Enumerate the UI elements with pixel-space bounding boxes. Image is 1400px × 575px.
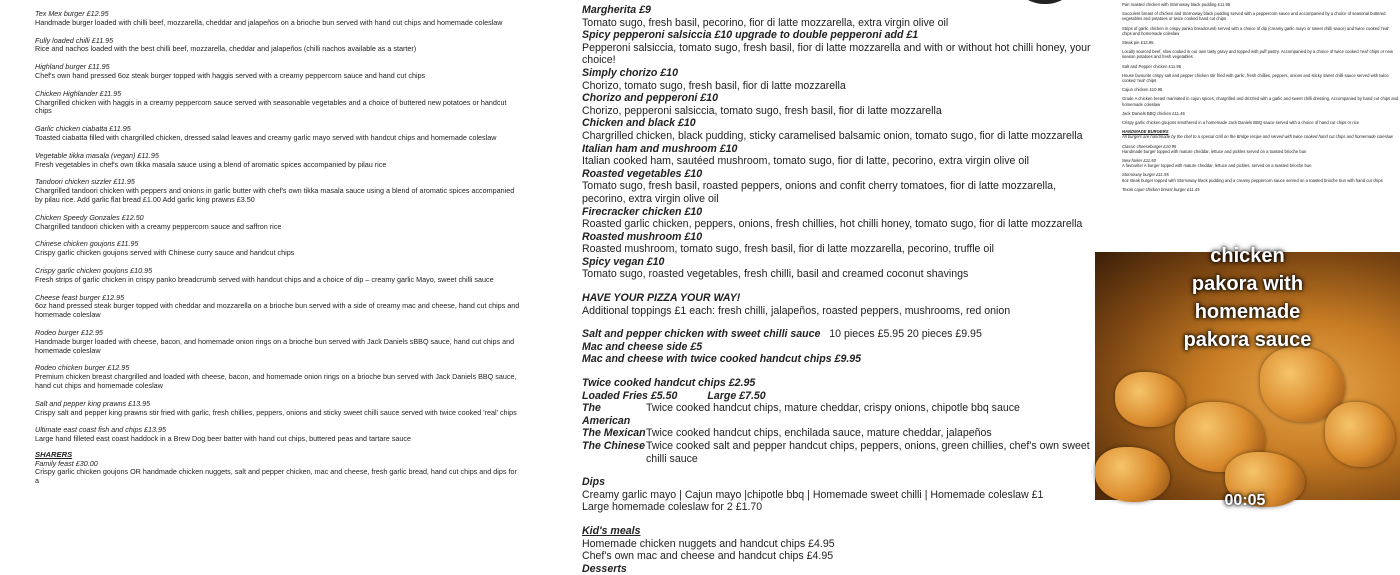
pizza-name: Chicken and black £10 (582, 117, 696, 130)
photo-caption-2: pakora with (1191, 273, 1304, 295)
menu-item (35, 240, 520, 258)
menu-item-desc: Jack Daniels BBQ chicken £11.45 (1122, 110, 1185, 116)
your-way-text: Additional toppings £1 each: fresh chilli, jalapeños, roasted peppers, mushrooms, red onion (582, 304, 1011, 317)
specials-list (1122, 2, 1400, 125)
menu-item (1122, 2, 1400, 7)
menu-item (1122, 111, 1400, 116)
pakora-photo (1095, 245, 1400, 509)
menu-item-desc: Chargrilled tandoori chicken with a creamy peppercorn sauce and saffron rice (35, 221, 282, 231)
mac-chips: Mac and cheese with twice cooked handcut chips £9.95 (582, 353, 862, 366)
menu-item-desc: Locally sourced beef, slow cooked in our own tasty gravy and topped with puff pastry. Accompanied by a choice of twice cooked 'real' chips or new season potatoes and fresh vegetables (1122, 49, 1393, 60)
menu-item-name: Classic cheeseburger £10.95 (1122, 143, 1177, 149)
loaded-fries-desc: Twice cooked handcut chips, mature cheddar, crispy onions, chipotle bbq sauce (646, 402, 1020, 415)
menu-item-desc: Steak pie £13.95 (1122, 40, 1154, 46)
menu-item-name: Rodeo chicken burger £12.95 (35, 363, 130, 373)
menu-item (35, 364, 520, 390)
menu-item-name: Highland burger £11.95 (35, 62, 110, 72)
menu-item (35, 400, 520, 418)
loaded-fries-desc: Twice cooked salt and pepper handcut chips, peppers, onions, green chillies, chef's own sweet chilli sauce (646, 440, 1090, 465)
mac-side: Mac and cheese side £5 (582, 340, 703, 353)
menu-item (35, 267, 520, 285)
pizza-desc: Chorizo, tomato sugo, fresh basil, fior di latte mozzarella (582, 79, 846, 92)
menu-item (1122, 40, 1400, 45)
menu-item-desc: A favourite! A burger topped with mature cheddar, lettuce and pickles, served on a toasted brioche bun (1122, 163, 1312, 169)
desserts-heading: Desserts (582, 562, 627, 575)
burgers-section (1122, 129, 1400, 139)
pakora-piece (1325, 402, 1395, 467)
menu-item-desc: Strips of garlic chicken in crispy panko breadcrumb served with a choice of dip (creamy garlic mayo or sweet chilli sauce) and twice cooked 'real' chips and homemade coleslaw (1122, 25, 1390, 36)
pizza-desc: Tomato sugo, roasted vegetables, fresh chilli, basil and creamed coconut shavings (582, 268, 969, 281)
kids-line-1: Homemade chicken nuggets and handcut chips £4.95 (582, 537, 835, 550)
loaded-fries-name: The Chinese (582, 440, 645, 452)
loaded-fries-large: Large £7.50 (707, 389, 766, 402)
menu-item-desc: Salt and Pepper chicken £11.95 (1122, 63, 1182, 69)
pizza-name: Roasted mushroom £10 (582, 230, 703, 243)
pizza-desc: Italian cooked ham, sautéed mushroom, tomato sugo, fior di latte, pecorino, extra virgin olive oil (582, 155, 1029, 168)
menu-item-desc: Large hand filleted east coast haddock in a Brew Dog beer batter with hand cut chips, buttered peas and tartare sauce (35, 434, 411, 444)
loaded-fries: Loaded Fries £5.50 (582, 389, 678, 402)
pizza-name: Chorizo and pepperoni £10 (582, 92, 718, 105)
pizza-desc: Chargrilled chicken, black pudding, sticky caramelised balsamic onion, tomato sugo, fior di latte mozzarella (582, 129, 1083, 142)
pizza-name: Margherita £9 (582, 4, 651, 16)
menu-item-desc: Rice and nachos loaded with the best chilli beef, mozzarella, cheddar and jalapeños (chilli nachos available as a starter) (35, 44, 417, 54)
menu-item-desc: Toasted ciabatta filled with chargrilled chicken, dressed salad leaves and creamy garlic mayo served with handcut chips and homemade coleslaw (35, 132, 497, 142)
menu-item-desc: Fresh strips of garlic chicken in crispy panko breadcrumb served with handcut chips and a choice of dip – creamy garlic Mayo, sweet chilli sauce (35, 274, 494, 284)
menu-item-name: Ultimate east coast fish and chips £13.95 (35, 425, 167, 435)
menu-item-desc: Premium chicken breast chargrilled and loaded with cheese, bacon, and homemade onion rings on a brioche bun served with Jack Daniels BBQ sauce, hand cut chips and homemade coleslaw (35, 372, 517, 390)
sides-section (582, 328, 1095, 366)
photo-caption-1: chicken (1210, 245, 1285, 267)
loaded-fries-name: The Mexican (582, 427, 646, 440)
burgers-heading: HANDMADE BURGERS (1122, 129, 1169, 135)
dips-section (582, 476, 1095, 514)
menu-item-name: Salt and pepper king prawns £13.95 (35, 398, 151, 408)
menu-item-name: Chinese chicken goujons £11.95 (35, 239, 139, 249)
pizza-desc: Pepperoni salsiccia, tomato sugo, fresh basil, fior di latte mozzarella and with or without hot chilli honey, your choice! (582, 41, 1091, 67)
menu-item-desc: Cajun chicken £10.95 (1122, 87, 1163, 93)
menu-item (35, 10, 520, 28)
menu-item-desc: Chargrilled chicken with haggis in a creamy peppercorn sauce served with seasonable vegetables and a choice of buttered new potatoes or handcut chips (35, 97, 507, 116)
pakora-piece (1095, 447, 1170, 502)
salt-pepper-line (582, 328, 1095, 341)
specials-column (1095, 0, 1400, 252)
menu-item-name: Crispy garlic chicken goujons £10.95 (35, 265, 153, 275)
photo-caption-4: pakora sauce (1183, 329, 1312, 351)
menu-item-desc: Handmade burger loaded with cheese, bacon, and homemade onion rings on a brioche bun served with Jack Daniels sBBQ sauce, hand cut chips and homemade coleslaw (35, 336, 515, 355)
burgers-intro: All burgers are handmade by the chef to a special Grill on the Bridge recipe and served with twice cooked hand cut chips and homemade coleslaw (1122, 134, 1393, 140)
menu-item (35, 90, 520, 116)
your-way-heading: HAVE YOUR PIZZA YOUR WAY! (582, 292, 741, 305)
menu-item-name: Garlic chicken ciabatta £11.95 (35, 124, 131, 134)
chips-heading: Twice cooked handcut chips £2.95 (582, 377, 756, 390)
menu-item-desc: 6oz steak burger topped with Stornoway black pudding and a creamy peppercorn sauce served on a toasted brioche bun with hand cut chips (1122, 177, 1383, 183)
pizza-desc: Tomato sugo, fresh basil, pecorino, fior di latte mozzarella, extra virgin olive oil (582, 16, 949, 29)
menu-item (35, 152, 520, 170)
menu-item-desc: Crispy salt and pepper king prawns stir fried with garlic, fresh chillies, peppers, onions and sticky sweet chilli sauce served with twice cooked 'real' chips (35, 407, 517, 417)
menu-item-name: Tandoori chicken sizzler £11.95 (35, 177, 135, 187)
menu-item-name: Vegetable tikka masala (vegan) £11.95 (35, 150, 159, 160)
pakora-piece (1115, 372, 1185, 427)
menu-item-name: Cheese feast burger £12.95 (35, 292, 125, 302)
menu-item (1122, 96, 1400, 106)
loaded-fries-row (582, 427, 1095, 440)
menu-item (35, 214, 520, 232)
salt-pepper-price: 10 pieces £5.95 20 pieces £9.95 (829, 328, 982, 341)
menu-item-name: Stornoway burger £11.95 (1122, 172, 1169, 178)
kids-section (582, 525, 1095, 575)
loaded-fries-row (582, 402, 1095, 427)
sharers-heading: SHARERS (35, 449, 73, 459)
dips-text: Creamy garlic mayo | Cajun mayo |chipotle bbq | Homemade sweet chilli | Homemade coleslaw £1 (582, 488, 1044, 501)
menu-item (1122, 144, 1400, 154)
loaded-fries-rows (582, 402, 1095, 465)
menu-item-desc: House favourite crispy salt and pepper chicken stir fried with garlic, fresh chillies, peppers, onions and sticky sweet chilli sauce served with twice cooked 'real' chips (1122, 72, 1389, 84)
pizza-column (575, 0, 1095, 575)
pizza-name: Spicy pepperoni salsiccia £10 upgrade to double pepperoni add £1 (582, 29, 919, 42)
pizza-desc: Tomato sugo, fresh basil, roasted peppers, onions and confit cherry tomatoes, fior di latte mozzarella, pecorino, extra virgin olive oil (582, 180, 1057, 205)
menu-item (1122, 11, 1400, 21)
pizza-name: Spicy vegan £10 (582, 255, 665, 268)
menu-item (1122, 26, 1400, 36)
menu-item-desc: Fresh vegetables in chef's own tikka masala sauce using a blend of aromatic spices accompanied by pilau rice (35, 159, 387, 169)
menu-item-desc: Pan roasted chicken with Stornoway black pudding £11.95 (1122, 2, 1231, 7)
chips-section (582, 377, 1095, 465)
pizza-list (582, 4, 1095, 281)
menu-item-desc: Handmade burger topped with mature cheddar, lettuce and pickles served on a toasted brioche bun (1122, 148, 1307, 154)
menu-item-name: New forker £11.50 (1122, 158, 1156, 164)
pizza-name: Roasted vegetables £10 (582, 167, 703, 180)
loaded-fries-name: The American (582, 402, 631, 427)
menu-item-name: Chicken Highlander £11.95 (35, 88, 122, 98)
menu-item-desc: Grade A chicken breast marinated in cajun spices, chargrilled and drizzled with a garlic and sweet chilli dressing. Accompanied by hand cut chips and homemade coleslaw (1122, 96, 1399, 107)
video-timestamp: 00:05 (1224, 492, 1266, 509)
burgers-list (1122, 144, 1400, 192)
menu-item (1122, 73, 1400, 83)
menu-item (35, 125, 520, 143)
menu-item (35, 294, 520, 320)
sharers-section (35, 451, 520, 486)
loaded-fries-line (582, 390, 1095, 403)
salt-pepper-name: Salt and pepper chicken with sweet chilli sauce (582, 328, 821, 341)
menu-item-name: Chicken Speedy Gonzales £12.50 (35, 212, 144, 222)
menu-item-name: Tex Mex burger £12.95 (35, 9, 109, 18)
menu-item (35, 63, 520, 81)
menu-item (1122, 187, 1400, 192)
your-way-section (582, 292, 1095, 317)
kids-line-2: Chef's own mac and cheese and handcut chips £4.95 (582, 550, 834, 563)
pizza-name: Firecracker chicken £10 (582, 205, 703, 218)
dips-text-2: Large homemade coleslaw for 2 £1.70 (582, 501, 763, 514)
loaded-fries-desc: Twice cooked handcut chips, enchilada sauce, mature cheddar, jalapeños (646, 427, 992, 440)
menu-item (35, 426, 520, 444)
mains-column (0, 0, 520, 500)
pizza-desc: Roasted garlic chicken, peppers, onions, fresh chillies, hot chilli honey, tomato sugo, fior di latte mozzarella (582, 218, 1083, 231)
dips-heading: Dips (582, 476, 605, 489)
kids-heading: Kid's meals (582, 524, 641, 537)
menu-item (35, 329, 520, 355)
menu-item-desc: Crispy garlic chicken goujons served with Chinese curry sauce and handcut chips (35, 248, 295, 258)
menu-item (1122, 120, 1400, 125)
menu-item-name: Texan cajun chicken breast burger £11.45 (1122, 186, 1200, 192)
loaded-fries-row (582, 440, 1095, 465)
pizza-name: Simply chorizo £10 (582, 66, 678, 79)
menu-item (35, 178, 520, 204)
pizza-desc: Chorizo, pepperoni salsiccia, tomato sugo, fresh basil, fior di latte mozzarella (582, 104, 942, 117)
menu-item-desc: Chef's own hand pressed 6oz steak burger topped with haggis served with a creamy peppercorn sauce and hand cut chips (35, 70, 426, 80)
menu-item (1122, 64, 1400, 69)
pizza-desc: Roasted mushroom, tomato sugo, fresh basil, fior di latte mozzarella, pecorino, truffle oil (582, 243, 994, 256)
menu-item-name: Rodeo burger £12.95 (35, 327, 103, 337)
mains-list (35, 10, 520, 444)
menu-item-desc: Succulent breast of chicken and Stornoway black pudding served with a peppercorn sauce and accompanied by a choice of seasonal buttered vegetables and potatoes or twice cooked hand cut chips (1122, 11, 1386, 22)
menu-item-name: Fully loaded chilli £11.95 (35, 35, 114, 45)
menu-item (1122, 49, 1400, 59)
sharers-item-name: Family feast £30.00 (35, 458, 98, 468)
menu-item-desc: 6oz hand pressed steak burger topped with cheddar and mozzarella on a brioche bun served with a side of creamy mac and cheese, hand cut chips and homemade coleslaw (35, 301, 520, 320)
menu-item (1122, 87, 1400, 92)
menu-item-desc: Handmade burger loaded with chilli beef, mozzarella, cheddar and jalapeños on a brioche bun served with hand cut chips and homemade coleslaw (35, 17, 503, 27)
menu-item (1122, 158, 1400, 168)
photo-caption-3: homemade (1194, 301, 1301, 323)
menu-item-desc: Crispy garlic chicken goujons smothered in a homemade Jack Daniels BBQ sauce served with a choice of hand cut chips or rice (1122, 120, 1360, 126)
menu-item (1122, 172, 1400, 182)
sharers-item-desc: Crispy garlic chicken goujons OR handmade chicken nuggets, salt and pepper chicken, mac and cheese, fresh garlic bread, hand cut chips and dips for a (35, 467, 517, 486)
menu-item (35, 37, 520, 55)
pizza-name: Italian ham and mushroom £10 (582, 142, 738, 155)
menu-item-desc: Chargrilled tandoori chicken with peppers and onions in garlic butter with chef's own tikka masala sauce using a blend of aromatic spices accompanied by pilau rice. Add garlic flat bread £1.00 Add garlic king prawns £3.50 (35, 186, 515, 204)
